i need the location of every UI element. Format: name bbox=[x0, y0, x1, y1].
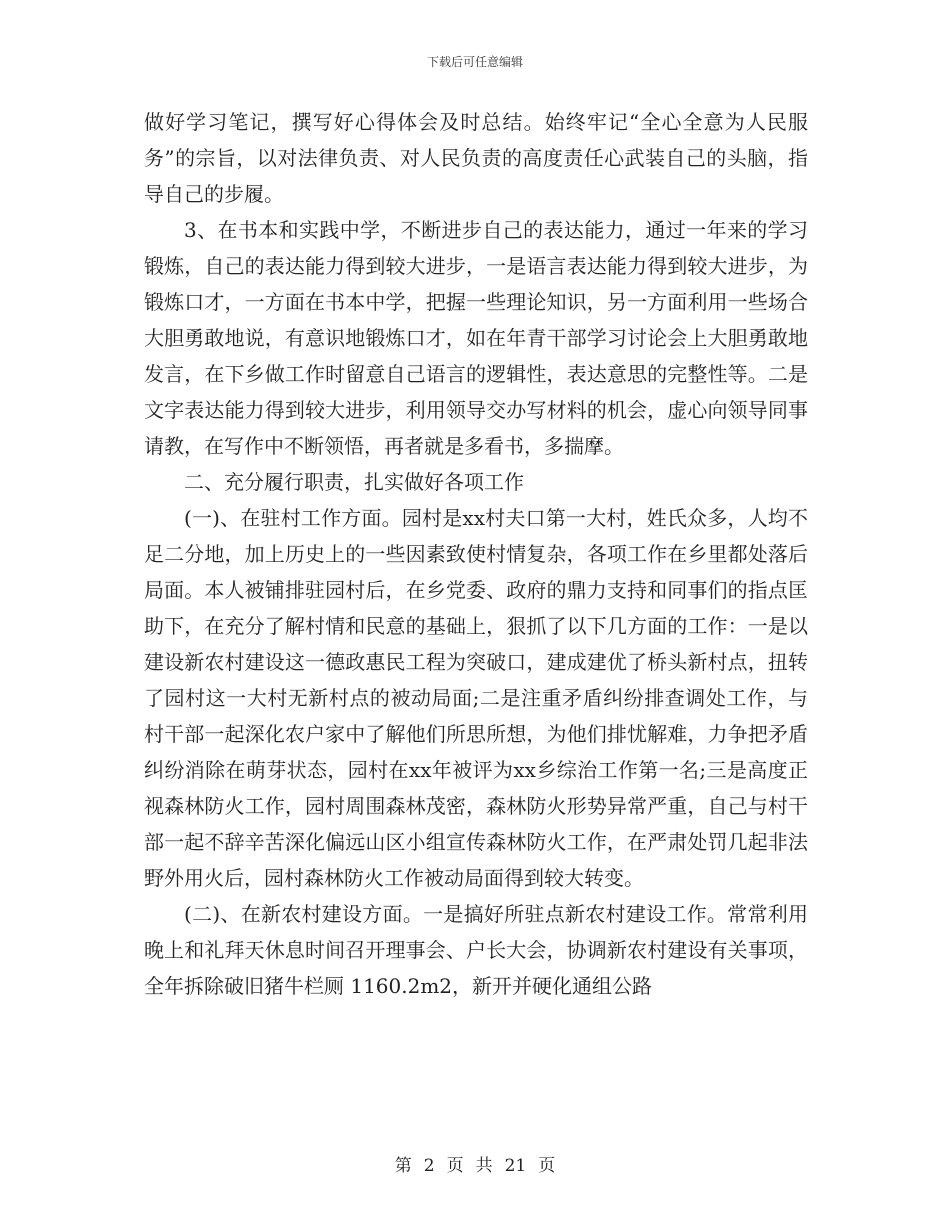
footer-label-page: 第 bbox=[394, 1156, 412, 1176]
paragraph-continuation: 做好学习笔记，撰写好心得体会及时总结。始终牢记“全心全意为人民服务”的宗旨，以对法律负责、对人民负责的高度责任心武装自己的头脑，指导自己的步履。 bbox=[144, 110, 808, 206]
paragraph-subsection-1: (一)、在驻村工作方面。园村是xx村夫口第一大村，姓氏众多，人均不足二分地，加上历史上的一些因素致使村情复杂，各项工作在乡里都处落后局面。本人被铺排驻园村后，在乡党委、政府的鼎力支持和同事们的指点匡助下，在充分了解村情和民意的基础上，狠抓了以下几方面的工作：一是以建设新农村建设这一德政惠民工程为突破口，建成建优了桥头新村点，扭转了园村这一大村无新村点的被动局面;二是注重矛盾纠纷排查调处工作，与村干部一起深化农户家中了解他们所思所想，为他们排忧解难，力争把矛盾纠纷消除在萌芽状态，园村在xx年被评为xx乡综治工作第一名;三是高度正视森林防火工作，园村周围森林茂密，森林防火形势异常严重，自己与村干部一起不辞辛苦深化偏远山区小组宣传森林防火工作，在严肃处罚几起非法野外用火后，园村森林防火工作被动局面得到较大转变。 bbox=[144, 506, 808, 890]
footer-total-pages: 21 bbox=[504, 1156, 527, 1176]
document-body bbox=[144, 104, 808, 1004]
page-footer bbox=[0, 1155, 950, 1177]
footer-label-of: 页 bbox=[446, 1156, 464, 1176]
paragraph-item-3: 3、在书本和实践中学，不断进步自己的表达能力，通过一年来的学习锻炼，自己的表达能力得到较大进步，一是语言表达能力得到较大进步，为锻炼口才，一方面在书本中学，把握一些理论知识，另一方面利用一些场合大胆勇敢地说，有意识地锻炼口才，如在年青干部学习讨论会上大胆勇敢地发言，在下乡做工作时留意自己语言的逻辑性，表达意思的完整性等。二是文字表达能力得到较大进步，利用领导交办写材料的机会，虚心向领导同事请教，在写作中不断领悟，再者就是多看书，多揣摩。 bbox=[144, 218, 808, 458]
footer-current-page: 2 bbox=[423, 1156, 435, 1176]
footer-label-end: 页 bbox=[538, 1156, 556, 1176]
section-heading-2: 二、充分履行职责，扎实做好各项工作 bbox=[184, 470, 524, 494]
paragraph-subsection-2: (二)、在新农村建设方面。一是搞好所驻点新农村建设工作。常常利用晚上和礼拜天休息时间召开理事会、户长大会，协调新农村建设有关事项，全年拆除破旧猪牛栏厕 1160.2m2，新开并硬化通组公路 bbox=[144, 902, 808, 998]
footer-label-total: 共 bbox=[475, 1156, 493, 1176]
page-header: 下载后可任意编辑 bbox=[426, 55, 523, 69]
